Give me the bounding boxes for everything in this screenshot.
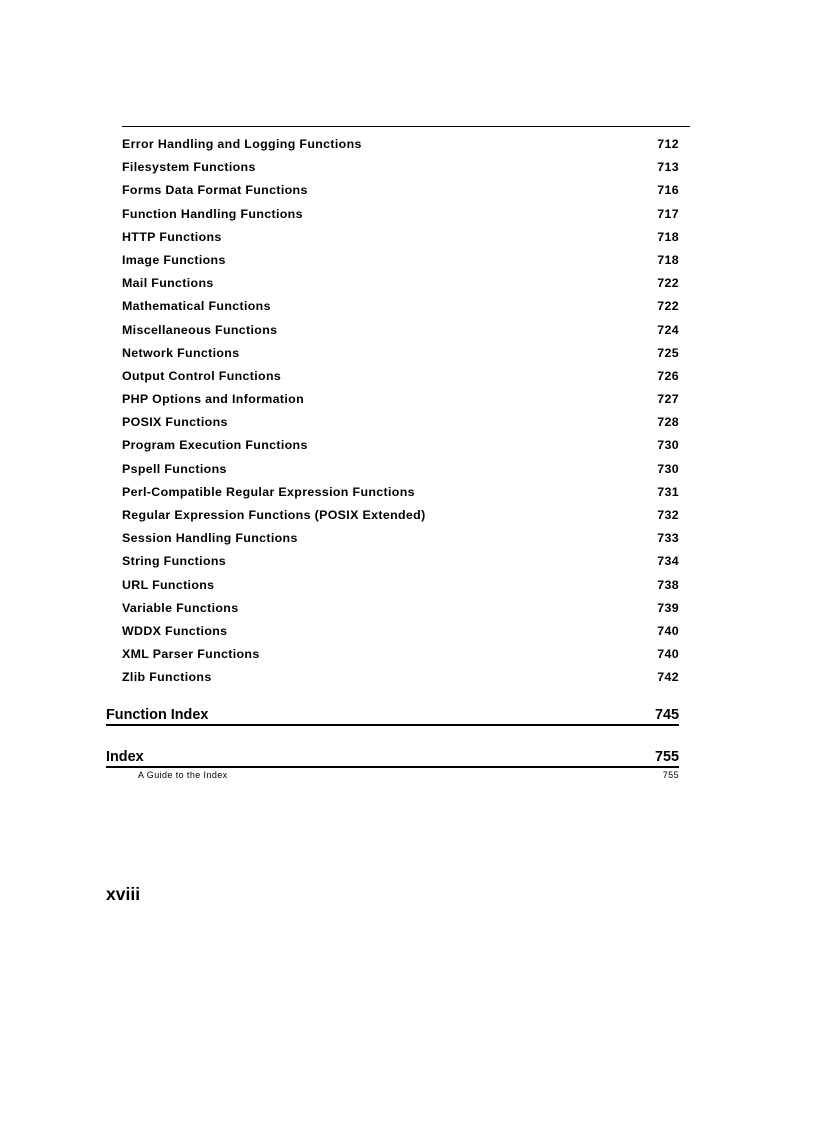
toc-entry[interactable] [122, 669, 679, 692]
toc-entry[interactable] [122, 461, 679, 484]
toc-chapter-page: 745 [654, 707, 679, 723]
toc-entry[interactable] [122, 623, 679, 646]
toc-entry-page: 730 [657, 438, 679, 453]
toc-entry-page: 731 [657, 484, 679, 499]
toc-entry-title: Perl-Compatible Regular Expression Functions [122, 484, 415, 499]
toc-entry-title: Variable Functions [122, 600, 239, 615]
toc-entry-page: 717 [657, 206, 679, 221]
toc-entry[interactable] [122, 206, 679, 229]
toc-entry-title: Function Handling Functions [122, 206, 303, 221]
toc-entry[interactable] [122, 437, 679, 460]
toc-entry-page: 730 [657, 461, 679, 476]
toc-entry-page: 728 [657, 415, 679, 430]
toc-entry-page: 734 [657, 554, 679, 569]
toc-entry-title: WDDX Functions [122, 623, 228, 638]
toc-entry[interactable] [122, 368, 679, 391]
toc-entry-guide-to-index[interactable] [138, 769, 679, 781]
toc-entry-page: 733 [657, 531, 679, 546]
toc-entry[interactable] [122, 229, 679, 252]
toc-entry-page: 726 [657, 368, 679, 383]
toc-entry[interactable] [122, 159, 679, 182]
toc-entry-title: Output Control Functions [122, 368, 282, 383]
toc-entry[interactable] [122, 507, 679, 530]
toc-entry-title: HTTP Functions [122, 229, 222, 244]
toc-entry-page: 722 [657, 276, 679, 291]
top-rule [122, 126, 690, 127]
toc-entry-page: 716 [657, 183, 679, 198]
toc-entry[interactable] [122, 275, 679, 298]
toc-entry-page: 740 [657, 623, 679, 638]
toc-entry[interactable] [122, 530, 679, 553]
toc-entry-title: Error Handling and Logging Functions [122, 137, 362, 151]
toc-entry-title: XML Parser Functions [122, 647, 260, 662]
toc-entry[interactable] [122, 391, 679, 414]
toc-entry-title: Forms Data Format Functions [122, 183, 308, 198]
toc-entry-title: POSIX Functions [122, 415, 228, 430]
toc-entry-title: Network Functions [122, 345, 240, 360]
toc-entry[interactable] [122, 646, 679, 669]
toc-entry[interactable] [122, 182, 679, 205]
toc-entry[interactable] [122, 322, 679, 345]
toc-entry-title: A Guide to the Index [138, 770, 228, 780]
toc-entry-title: Image Functions [122, 252, 226, 267]
toc-entry-page: 713 [657, 160, 679, 175]
toc-subsection-list [122, 136, 679, 693]
toc-entry[interactable] [122, 298, 679, 321]
toc-entry[interactable] [122, 577, 679, 600]
toc-entry[interactable] [122, 484, 679, 507]
toc-chapter-page: 755 [654, 749, 679, 765]
toc-chapter-function-index[interactable] [106, 706, 679, 726]
toc-entry-page: 724 [657, 322, 679, 337]
toc-entry-page: 739 [657, 600, 679, 615]
toc-chapter-title: Function Index [106, 707, 209, 723]
toc-entry-page: 712 [657, 137, 679, 151]
page-number: xviii [106, 884, 141, 904]
toc-entry-title: Mathematical Functions [122, 299, 271, 314]
toc-entry-title: Zlib Functions [122, 670, 212, 685]
toc-entry-title: URL Functions [122, 577, 215, 592]
toc-entry-title: Pspell Functions [122, 461, 227, 476]
toc-entry-page: 725 [657, 345, 679, 360]
toc-entry-title: String Functions [122, 554, 227, 569]
toc-entry-title: Program Execution Functions [122, 438, 308, 453]
toc-entry-page: 755 [662, 770, 679, 780]
toc-entry-title: Miscellaneous Functions [122, 322, 278, 337]
toc-entry-page: 718 [657, 252, 679, 267]
toc-entry-title: Session Handling Functions [122, 531, 298, 546]
toc-entry[interactable] [122, 252, 679, 275]
toc-entry-title: Regular Expression Functions (POSIX Extended) [122, 508, 426, 522]
toc-entry[interactable] [122, 136, 679, 159]
toc-entry-page: 742 [657, 670, 679, 685]
toc-entry-title: Filesystem Functions [122, 160, 256, 175]
toc-entry-page: 727 [657, 392, 679, 407]
toc-entry-page: 738 [657, 577, 679, 592]
toc-entry-page: 722 [657, 299, 679, 314]
toc-entry[interactable] [122, 414, 679, 437]
toc-chapter-title: Index [106, 749, 144, 765]
toc-entry[interactable] [122, 600, 679, 623]
toc-entry-page: 740 [657, 647, 679, 662]
toc-entry-title: Mail Functions [122, 276, 214, 291]
toc-entry-title: PHP Options and Information [122, 392, 305, 407]
toc-entry-page: 718 [657, 229, 679, 244]
toc-entry[interactable] [122, 345, 679, 368]
toc-entry-page: 732 [657, 508, 679, 522]
toc-entry[interactable] [122, 553, 679, 576]
toc-chapter-index[interactable] [106, 748, 679, 768]
